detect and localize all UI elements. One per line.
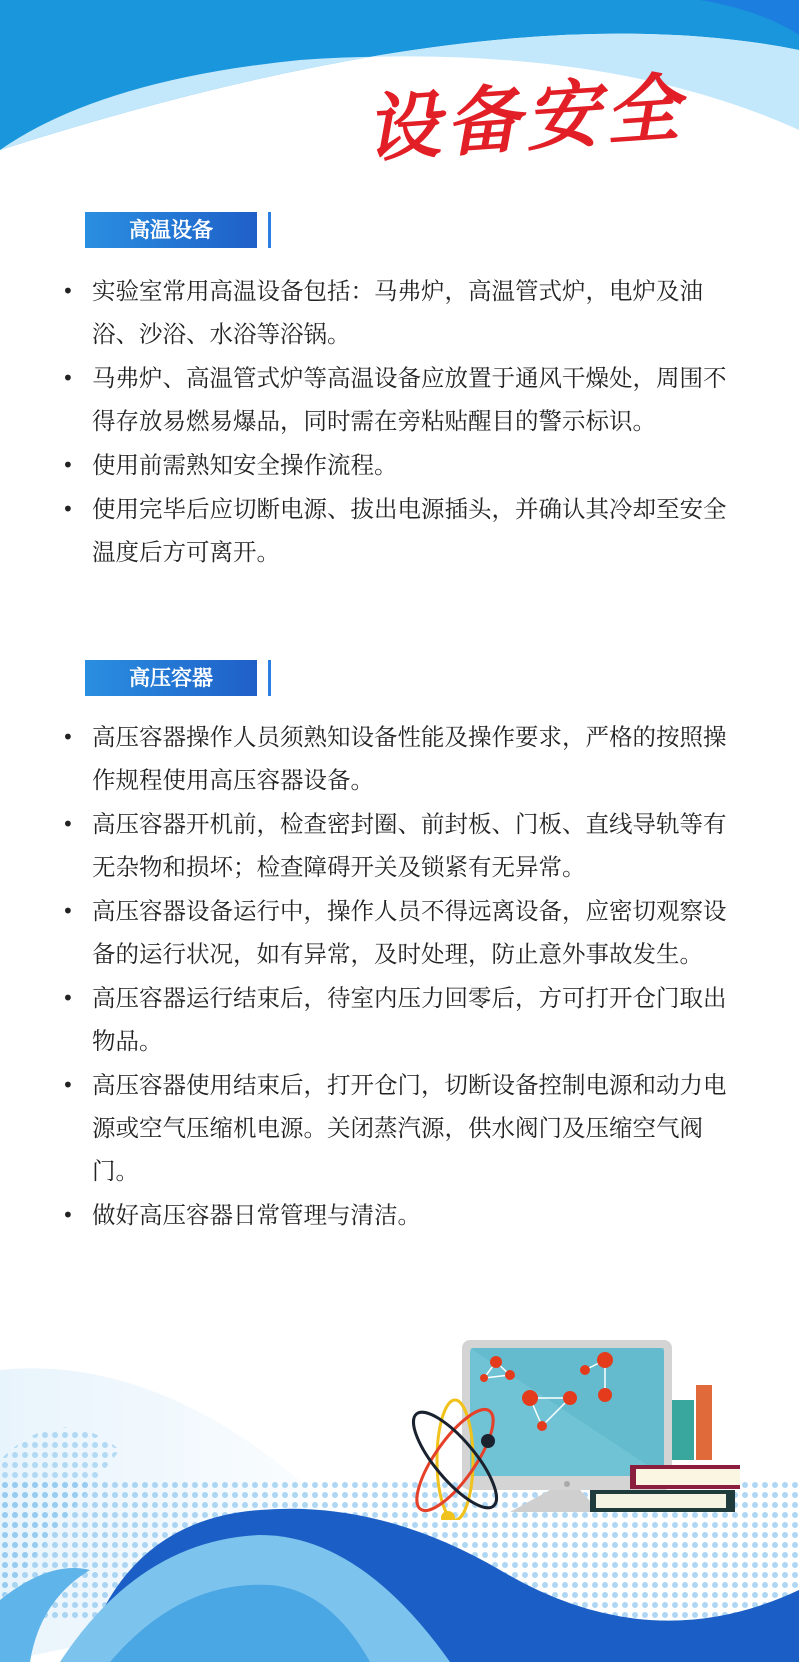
section-heading-high-pressure: 高压容器	[85, 660, 257, 696]
list-item: • 马弗炉、高温管式炉等高温设备应放置于通风干燥处，周围不得存放易燃易爆品，同时需在旁粘贴醒目的警示标识。	[58, 357, 738, 443]
list-item: • 实验室常用高温设备包括：马弗炉，高温管式炉，电炉及油浴、沙浴、水浴等浴锅。	[58, 270, 738, 356]
bullet-icon: •	[62, 366, 74, 390]
bullet-icon: •	[62, 725, 74, 749]
list-item: • 使用前需熟知安全操作流程。	[58, 444, 738, 487]
bullet-icon: •	[62, 986, 74, 1010]
bullet-icon: •	[62, 899, 74, 923]
list-item: • 使用完毕后应切断电源、拔出电源插头，并确认其冷却至安全温度后方可离开。	[58, 488, 738, 574]
list-item: • 高压容器设备运行中，操作人员不得远离设备，应密切观察设备的运行状况，如有异常，及时处理，防止意外事故发生。	[58, 890, 738, 976]
section-heading-high-temp: 高温设备	[85, 212, 257, 248]
high-pressure-list	[58, 716, 738, 1238]
list-item: • 高压容器操作人员须熟知设备性能及操作要求，严格的按照操作规程使用高压容器设备。	[58, 716, 738, 802]
lab-computer-illustration	[400, 1340, 740, 1520]
poster-title: 设备安全	[362, 64, 689, 174]
bullet-icon: •	[62, 812, 74, 836]
high-temp-list	[58, 270, 738, 575]
list-item: • 高压容器运行结束后，待室内压力回零后，方可打开仓门取出物品。	[58, 977, 738, 1063]
bullet-icon: •	[62, 279, 74, 303]
list-item: • 高压容器使用结束后，打开仓门，切断设备控制电源和动力电源或空气压缩机电源。关闭蒸汽源，供水阀门及压缩空气阀门。	[58, 1064, 738, 1193]
bullet-icon: •	[62, 1073, 74, 1097]
list-item: • 高压容器开机前，检查密封圈、前封板、门板、直线导轨等有无杂物和损坏；检查障碍开关及锁紧有无异常。	[58, 803, 738, 889]
list-item: • 做好高压容器日常管理与清洁。	[58, 1194, 738, 1237]
bullet-icon: •	[62, 497, 74, 521]
bullet-icon: •	[62, 453, 74, 477]
bullet-icon: •	[62, 1203, 74, 1227]
